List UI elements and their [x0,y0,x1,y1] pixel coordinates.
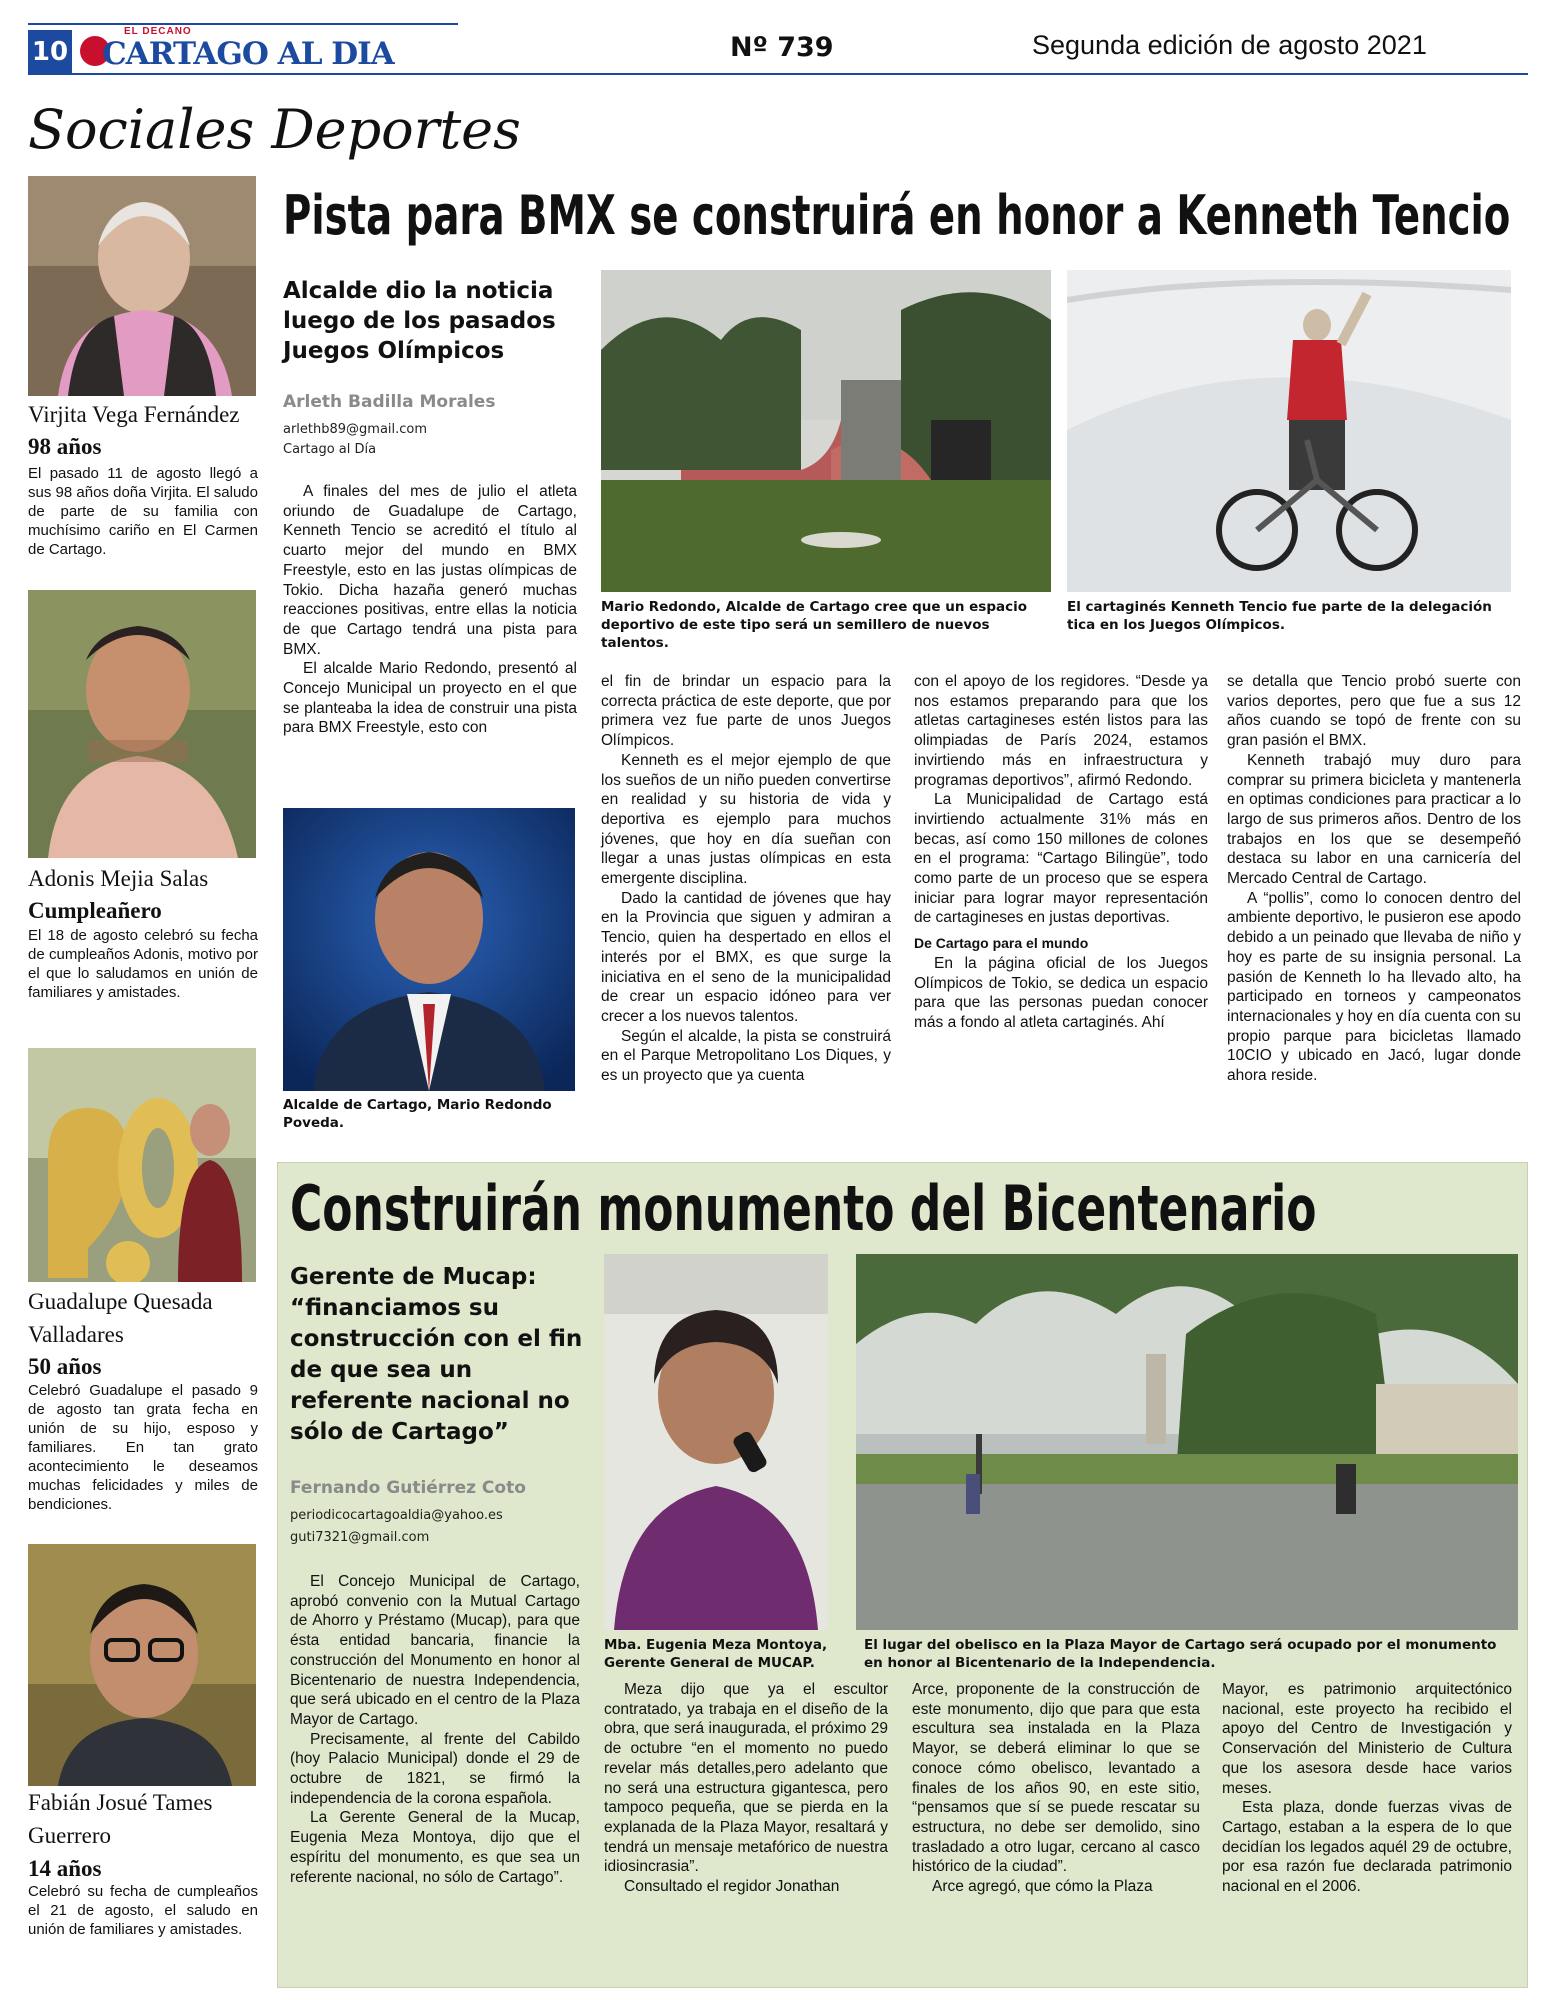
paragraph: Meza dijo que ya el escultor contratado, ya trabaja en el diseño de la obra, que será inaugurada, el próximo 29 de octubre “en el momento no puedo revelar más detalles,pero adelanto que no será una estructura gigantesca, pero tampoco pequeña, que se pierda en la explanada de la Plaza Mayor, resaltará y tendrá un mensaje metafórico de nuestra idiosincrasia”. [604,1681,888,1876]
social-text: Celebró su fecha de cumpleaños el 21 de agosto, el saludo en unión de familiares y amistades. [28,1883,258,1938]
paragraph: El Concejo Municipal de Cartago, aprobó convenio con la Mutual Cartago de Ahorro y Préstamo (Mucap), para que ésta entidad bancaria, financie la construcción del Monumento en honor al Bicentenario de nuestra Independencia, que será ubicado en el centro de la Plaza Mayor de Cartago. [290,1573,580,1728]
photo-bmx-park [601,270,1051,592]
bmx-outlet: Cartago al Día [283,442,377,457]
page-number: 10 [28,30,72,74]
paragraph: el fin de brindar un espacio para la correcta práctica de este deporte, que por primera vez fue parte de unos Juegos Olímpicos. [601,673,891,750]
paragraph: A finales del mes de julio el atleta oriundo de Guadalupe de Cartago, Kenneth Tencio se acreditó el título al cuarto mejor del mundo en BMX Freestyle, esto en las justas olímpicas de Tokio. Dicha hazaña generó muchas reacciones positivas, entre ellas la noticia de que Cartago tendrá una pista para BMX. [283,483,577,658]
paragraph: La Municipalidad de Cartago está invirtiendo actualmente 31% más en becas, así como 150 millones de colones en el programa: “Cartago Bilingüe”, todo como parte de un proceso que se espera iniciar para lograr mayor representación de cartagineses en justas deportivas. [914,791,1208,927]
social-age: Cumpleañero [28,898,162,923]
paragraph: La Gerente General de la Mucap, Eugenia Meza Montoya, dijo que el espíritu del monumento, es que sea un referente nacional, no sólo de Cartago”. [290,1809,580,1886]
caption-plaza-mayor: El lugar del obelisco en la Plaza Mayor de Cartago será ocupado por el monumento en honor al Bicentenario de la Independencia. [864,1637,1497,1671]
photo-guadalupe [28,1048,256,1282]
paragraph: Arce, proponente de la construcción de este monumento, dijo que para que esta escultura sea instalada en la Plaza Mayor, se deberá eliminar lo que se conoce cómo obelisco, levantado a finales de los años 90, en este sitio, “pensamos que sí se puede rescatar su estructura, no debe ser demolido, sino trasladado a otro lugar, cercano al casco histórico de la ciudad”. [912,1681,1200,1876]
monumento-column-1 [290,1572,580,1887]
paragraph: Kenneth trabajó muy duro para comprar su primera bicicleta y mantenerla en optimas condiciones para practicar a lo largo de sus primeros años. Dentro de los trabajos en los que se desempeñó destaca su labor en una carnicería del Mercado Central de Cartago. [1227,751,1521,888]
monumento-subhead: Gerente de Mucap: “financiamos su construcción con el fin de que sea un referente nacional no sólo de Cartago” [290,1264,583,1445]
social-age: 14 años [28,1856,102,1881]
newspaper-logo [78,26,394,74]
paragraph: Dado la cantidad de jóvenes que hay en la Provincia que siguen y admiran a Tencio, quien ha despertado en ellos el interés por el BMX, es que surge la iniciativa en el seno de la municipalidad de crear un espacio idóneo para ver crecer a los nuevos talentos. [601,889,891,1025]
bmx-headline: Pista para BMX se construirá en honor a Kenneth Tencio [283,184,1511,247]
monumento-email-2: guti7321@gmail.com [290,1530,430,1545]
monumento-email-1: periodicocartagoaldia@yahoo.es [290,1508,503,1523]
section-title: Sociales Deportes [28,98,521,161]
paragraph: Esta plaza, donde fuerzas vivas de Cartago, estaban a la espera de lo que decidían los legados aquél 29 de octubre, por esa razón fue declarada patrimonio nacional en el 2006. [1222,1799,1512,1896]
social-text: El 18 de agosto celebró su fecha de cumpleaños Adonis, motivo por el que lo saludamos en unión de familiares y amistades. [28,927,258,1001]
social-text: Celebró Guadalupe el pasado 9 de agosto tan grata fecha en unión de su hijo, esposo y familiares. En tan grato acontecimiento le deseamos muchas felicidades y miles de bendiciones. [28,1382,258,1513]
paragraph: con el apoyo de los regidores. “Desde ya nos estamos preparando para que los atletas cartagineses estén listos para las olimpiadas de París 2024, estamos invirtiendo más en infraestructura y programas deportivos”, afirmó Redondo. [914,673,1208,789]
photo-eugenia-meza [604,1254,828,1630]
monumento-headline: Construirán monumento del Bicentenario [290,1172,1317,1245]
photo-mayor [283,808,575,1091]
photo-fabian [28,1544,256,1786]
subsection-title: De Cartago para el mundo [914,935,1089,952]
caption-bmx-park: Mario Redondo, Alcalde de Cartago cree que un espacio deportivo de este tipo será un semillero de nuevos talentos. [601,599,1027,651]
header-rule-top [28,23,458,25]
caption-eugenia-meza: Mba. Eugenia Meza Montoya, Gerente General de MUCAP. [604,1637,828,1671]
paragraph: En la página oficial de los Juegos Olímpicos de Tokio, se dedica un espacio para que las personas puedan conocer más a fondo al atleta cartaginés. Ahí [914,954,1208,1031]
bmx-column-3 [914,672,1208,1033]
bmx-email: arlethb89@gmail.com [283,422,428,437]
social-age: 98 años [28,434,102,459]
header-rule-bottom [28,73,1528,75]
social-name: Guadalupe Quesada Valladares [28,1289,213,1347]
monumento-author: Fernando Gutiérrez Coto [290,1478,526,1498]
paragraph: Según el alcalde, la pista se construirá en el Parque Metropolitano Los Diques, y es un proyecto que ya cuenta [601,1027,891,1085]
monumento-column-4 [1222,1680,1512,1897]
paragraph: Consultado el regidor Jonathan [624,1878,840,1896]
monumento-column-3 [912,1680,1200,1897]
photo-plaza-mayor [856,1254,1518,1630]
logo-tagline: EL DECANO [124,26,192,37]
paragraph: se detalla que Tencio probó suerte con varios deportes, pero que fue a sus 12 años cuando se topó de frente con su gran pasión el BMX. [1227,673,1521,750]
social-name: Fabián Josué Tames Guerrero [28,1790,213,1848]
bmx-column-2 [601,672,891,1086]
paragraph: Arce agregó, que cómo la Plaza [932,1878,1153,1896]
paragraph: El alcalde Mario Redondo, presentó al Concejo Municipal un proyecto en el que se planteaba la idea de construir una pista para BMX Freestyle, esto con [283,660,577,737]
caption-mayor: Alcalde de Cartago, Mario Redondo Poveda. [283,1097,552,1131]
edition-date: Segunda edición de agosto 2021 [1032,30,1427,60]
social-age: 50 años [28,1354,102,1379]
social-name: Virjita Vega Fernández [28,402,240,427]
social-text: El pasado 11 de agosto llegó a sus 98 años doña Virjita. El saludo de parte de su familia con muchísimo cariño en El Carmen de Cartago. [28,465,258,558]
paragraph: Precisamente, al frente del Cabildo (hoy Palacio Municipal) donde el 29 de octubre de 1821, se firmó la independencia de la corona española. [290,1730,580,1807]
photo-virjita [28,176,256,396]
photo-kenneth-tencio [1067,270,1511,592]
bmx-author: Arleth Badilla Morales [283,392,496,412]
photo-adonis [28,590,256,858]
bmx-subhead: Alcalde dio la noticia luego de los pasados Juegos Olímpicos [283,278,556,364]
logo-name: CARTAGO AL DIA [102,36,394,72]
bmx-column-1 [283,482,577,738]
caption-kenneth-tencio: El cartaginés Kenneth Tencio fue parte de la delegación tica en los Juegos Olímpicos. [1067,599,1492,633]
paragraph: Kenneth es el mejor ejemplo de que los sueños de un niño pueden convertirse en realidad y su historia de vida y deportiva es ejemplo para muchos jóvenes, que hoy en día sueñan con llegar a unas justas olímpicas en esta emergente disciplina. [601,751,891,888]
paragraph: A “pollis”, como lo conocen dentro del ambiente deportivo, le pusieron ese apodo debido a un peinado que llevaba de niño y hoy es parte de su insignia personal. La pasión de Kenneth lo ha llevado alto, ha participado en torneos y campeonatos internacionales y hoy en día cuenta con su propio parque para bicicletas llamado 10CIO y ubicado en Jacó, lugar donde ahora reside. [1227,889,1521,1085]
paragraph: Mayor, es patrimonio arquitectónico nacional, este proyecto ha recibido el apoyo del Centro de Investigación y Conservación del Ministerio de Cultura que los asesora desde hace varios meses. [1222,1681,1512,1797]
social-name: Adonis Mejia Salas [28,866,209,891]
issue-number: Nº 739 [730,32,834,63]
bmx-column-4 [1227,672,1521,1086]
monumento-column-2 [604,1680,888,1897]
